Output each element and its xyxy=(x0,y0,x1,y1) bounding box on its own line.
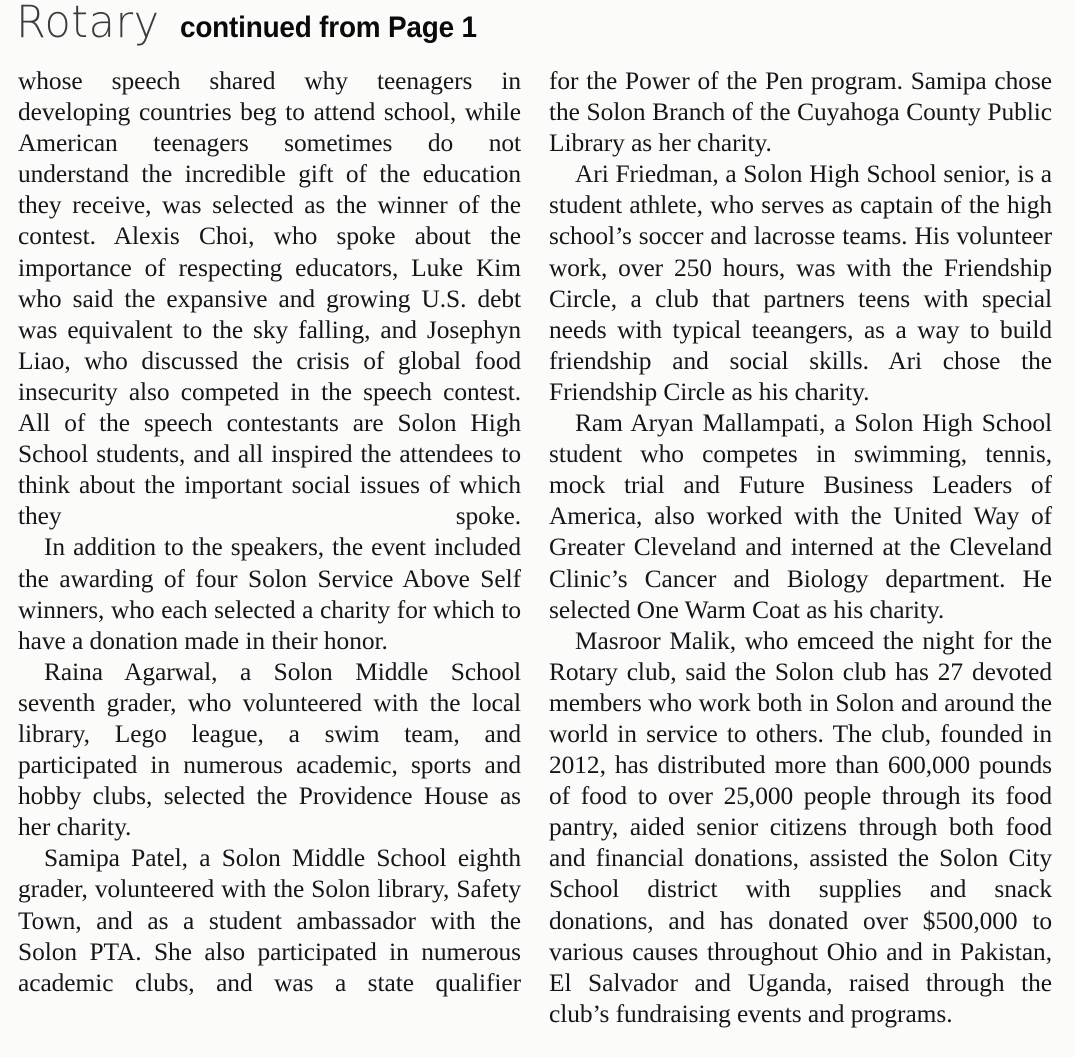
article-body xyxy=(0,66,1075,1054)
paragraph: Masroor Malik, who emceed the night for the Rotary club, said the Solon club has 27 devoted members who work both in Solon and around the world in service to others. The club, founded in 2012, has distributed more than 600,000 pounds of food to over 25,000 people through its food pantry, aided senior citizens through both food and financial donations, assisted the Solon City School district with supplies and snack donations, and has donated over $500,000 to various causes throughout Ohio and in Pakistan, El Salvador and Uganda, raised through the club’s fundraising events and programs. xyxy=(549,626,1052,1028)
article-column-right xyxy=(549,66,1052,1054)
paragraph: for the Power of the Pen program. Samipa chose the Solon Branch of the Cuyahoga County Public Library as her charity. xyxy=(549,67,1052,158)
paragraph: In addition to the speakers, the event included the awarding of four Solon Service Above Self winners, who each selected a charity for which to have a donation made in their honor. xyxy=(18,533,521,655)
paragraph: Raina Agarwal, a Solon Middle School seventh grader, who volunteered with the local library, Lego league, a swim team, and participated in numerous academic, sports and hobby clubs, selected the Providence House as her charity. xyxy=(18,657,521,842)
page-title: Rotary xyxy=(16,0,160,49)
paragraph: Ari Friedman, a Solon High School senior, is a student athlete, who serves as captain of the high school’s soccer and lacrosse teams. His volunteer work, over 250 hours, was with the Friendship Circle, a club that partners teens with special needs with typical teeangers, as a way to build friendship and social skills. Ari chose the Friendship Circle as his charity. xyxy=(549,160,1052,406)
paragraph: whose speech shared why teenagers in developing countries beg to attend school, while American teenagers sometimes do not understand the incredible gift of the education they receive, was selected as the winner of the contest. Alexis Choi, who spoke about the importance of respecting educators, Luke Kim who said the expansive and growing U.S. debt was equivalent to the sky falling, and Josephyn Liao, who discussed the crisis of global food insecurity also competed in the speech contest. All of the speech contestants are Solon High School students, and all inspired the attendees to think about the important social issues of which they spoke. xyxy=(18,67,521,531)
continued-from-label: continued from Page 1 xyxy=(179,11,477,44)
article-column-left xyxy=(18,66,521,1054)
jump-header xyxy=(16,2,536,64)
paragraph: Ram Aryan Mallampati, a Solon High School student who competes in swimming, tennis, mock trial and Future Business Leaders of America, also worked with the United Way of Greater Cleveland and interned at the Cleveland Clinic’s Cancer and Biology department. He selected One Warm Coat as his charity. xyxy=(549,409,1052,624)
paragraph: Samipa Patel, a Solon Middle School eighth grader, volunteered with the Solon library, Safety Town, and as a student ambassador with the Solon PTA. She also participated in numerous academic clubs, and was a state qualifier xyxy=(18,844,521,997)
